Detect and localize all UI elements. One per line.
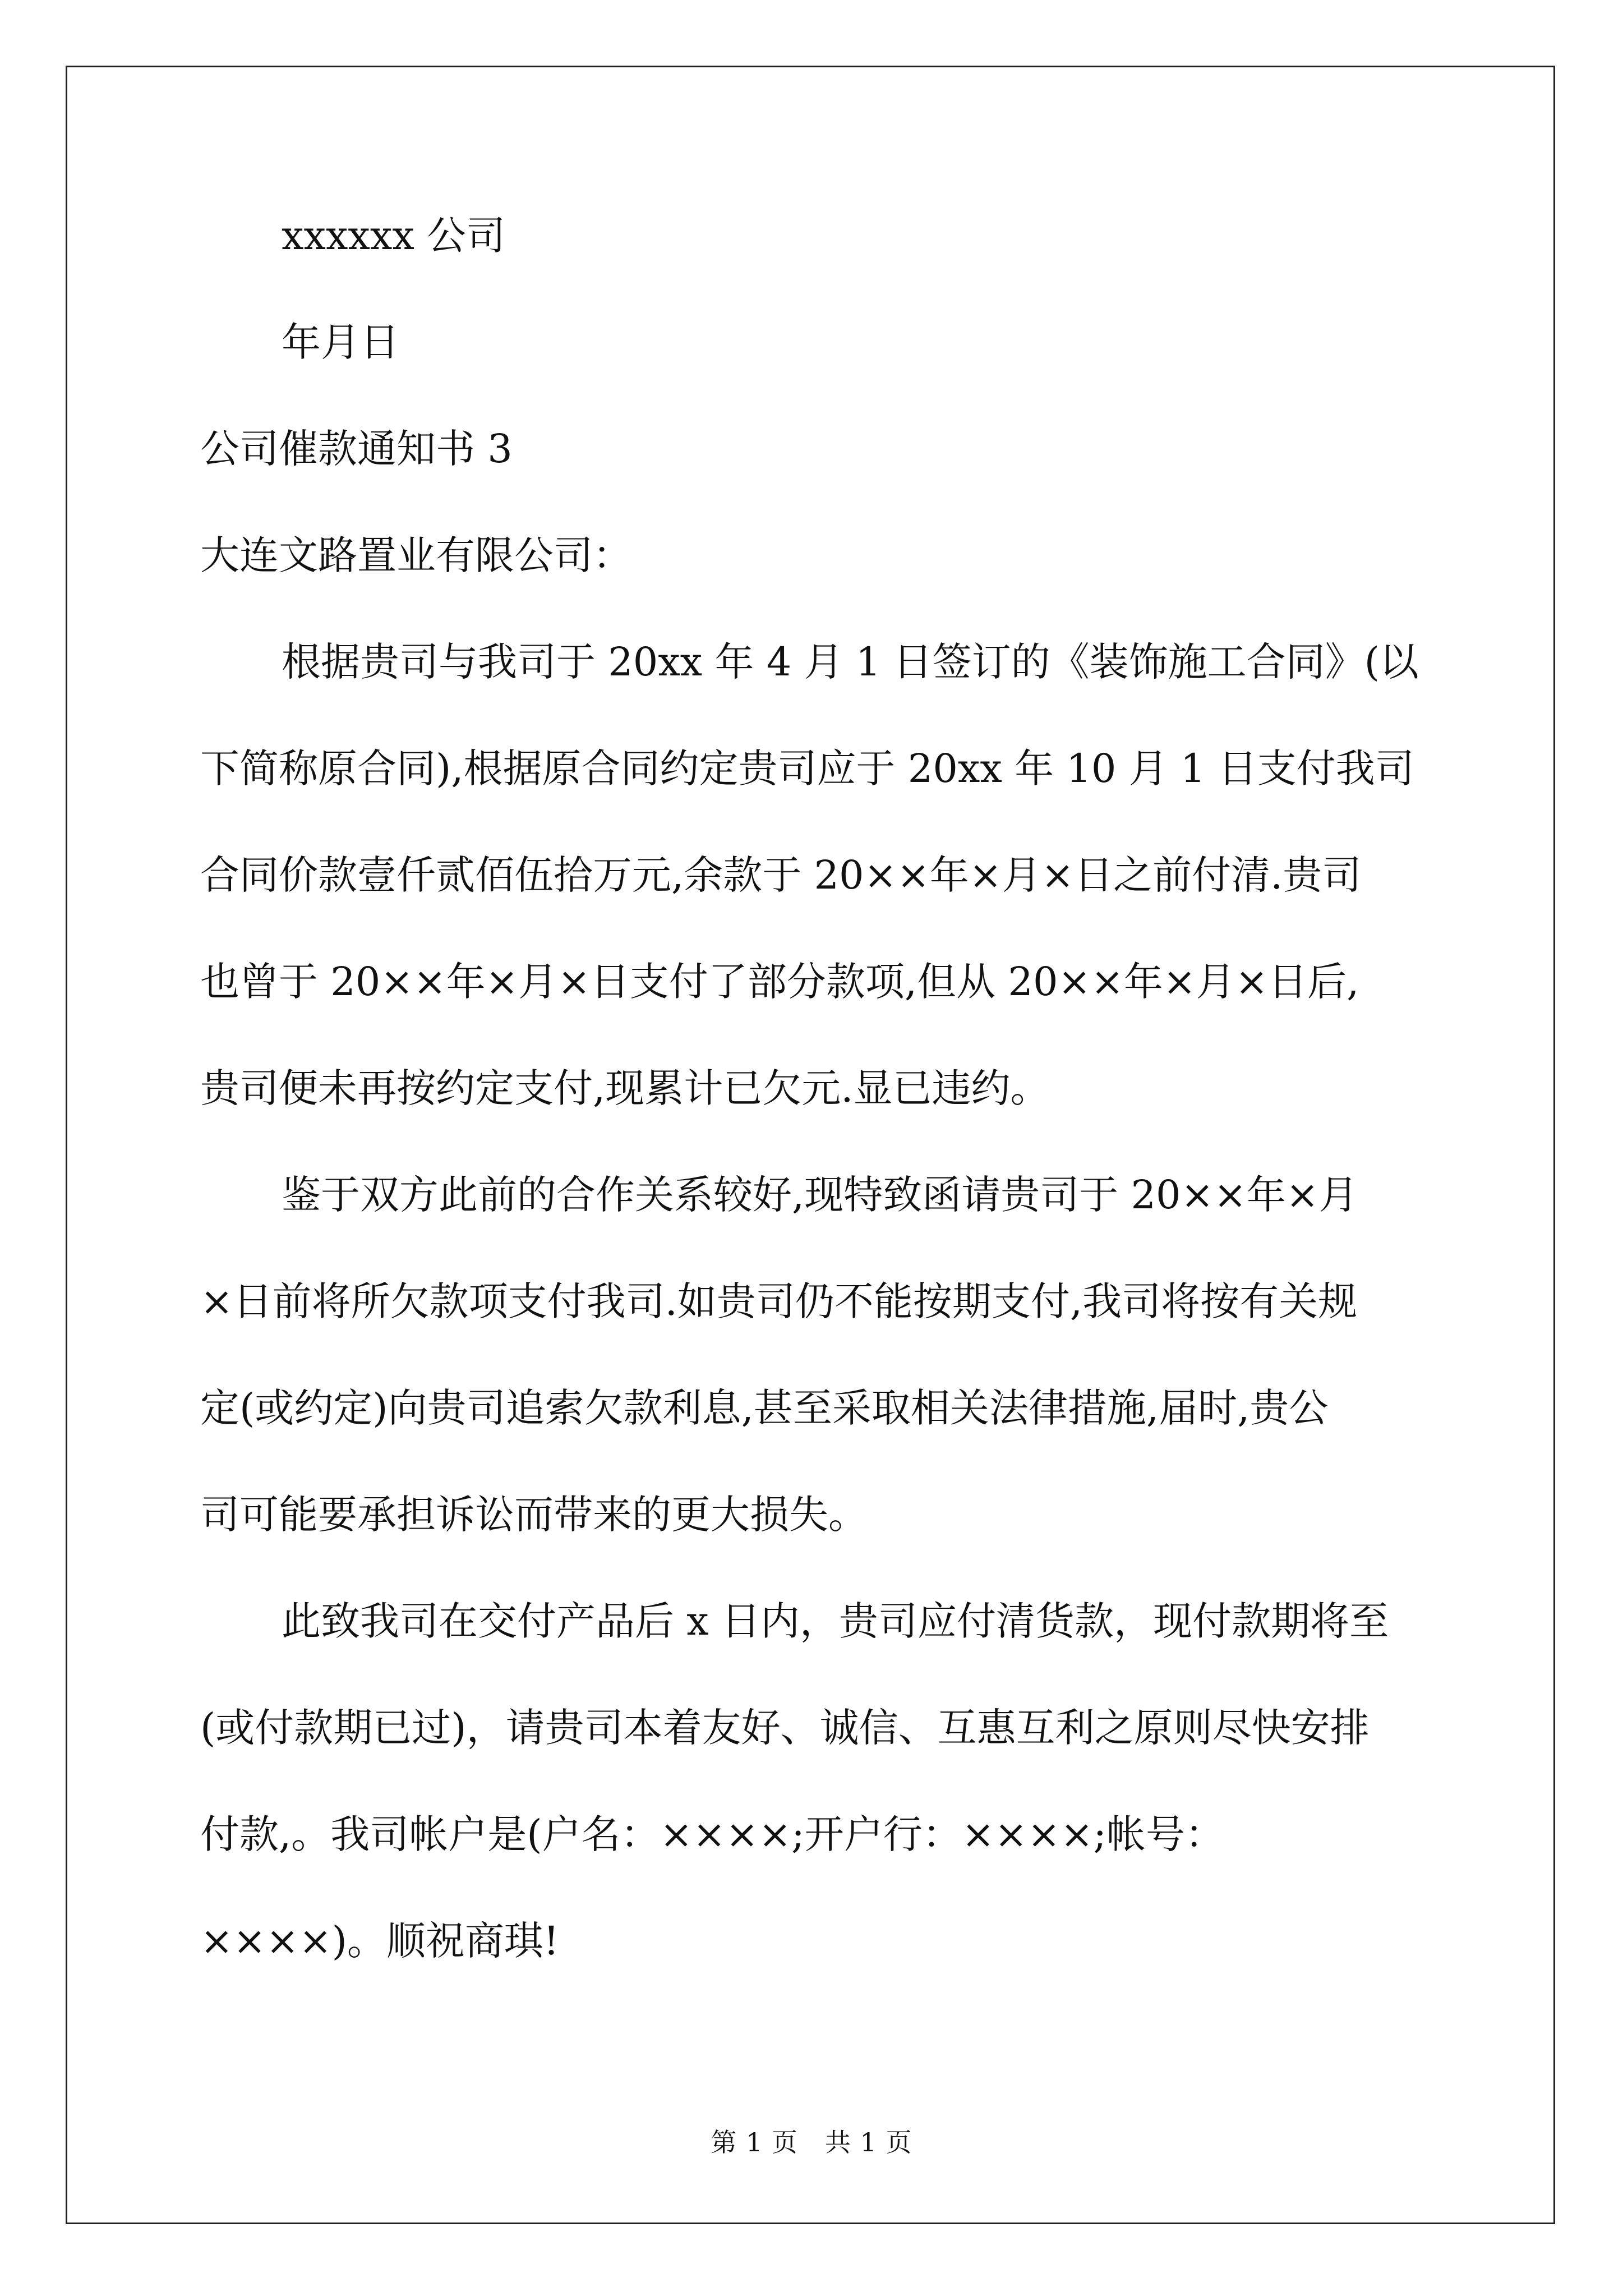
paragraph-line: 下简称原合同),根据原合同约定贵司应于 20xx 年 10 月 1 日支付我司 [200,746,1414,792]
paragraph-line: 合同价款壹仟贰佰伍拾万元,余款于 20××年×月×日之前付清.贵司 [200,852,1362,898]
paragraph-line: 司可能要承担诉讼而带来的更大损失。 [200,1492,868,1538]
paragraph-line: 贵司便未再按约定支付,现累计已欠元.显已违约。 [200,1065,1050,1111]
paragraph-line: 此致我司在交付产品后 x 日内，贵司应付清货款，现付款期将至 [282,1598,1389,1644]
page-total: 共 1 页 [825,2127,912,2157]
company-signature: xxxxxx 公司 [282,213,506,259]
paragraph-line: 鉴于双方此前的合作关系较好,现特致函请贵司于 20××年×月 [282,1172,1358,1218]
paragraph-line: 根据贵司与我司于 20xx 年 4 月 1 日签订的《装饰施工合同》(以 [282,639,1419,685]
page-footer [0,2127,1623,2157]
paragraph-line: (或付款期已过)，请贵司本着友好、诚信、互惠互利之原则尽快安排 [200,1705,1370,1751]
paragraph-line: 定(或约定)向贵司追索欠款利息,甚至采取相关法律措施,届时,贵公 [200,1385,1329,1431]
recipient-line: 大连文路置业有限公司： [200,532,632,578]
paragraph-line: ××××)。顺祝商琪! [200,1918,560,1964]
document-title: 公司催款通知书 3 [200,426,513,472]
page-border [66,66,1555,2224]
paragraph-line: ×日前将所欠款项支付我司.如贵司仍不能按期支付,我司将按有关规 [200,1278,1358,1324]
page-current: 第 1 页 [711,2127,798,2157]
date-line: 年月日 [282,319,399,365]
paragraph-line: 付款,。我司帐户是(户名：××××;开户行：××××;帐号： [200,1811,1224,1857]
paragraph-line: 也曾于 20××年×月×日支付了部分款项,但从 20××年×月×日后, [200,959,1359,1005]
